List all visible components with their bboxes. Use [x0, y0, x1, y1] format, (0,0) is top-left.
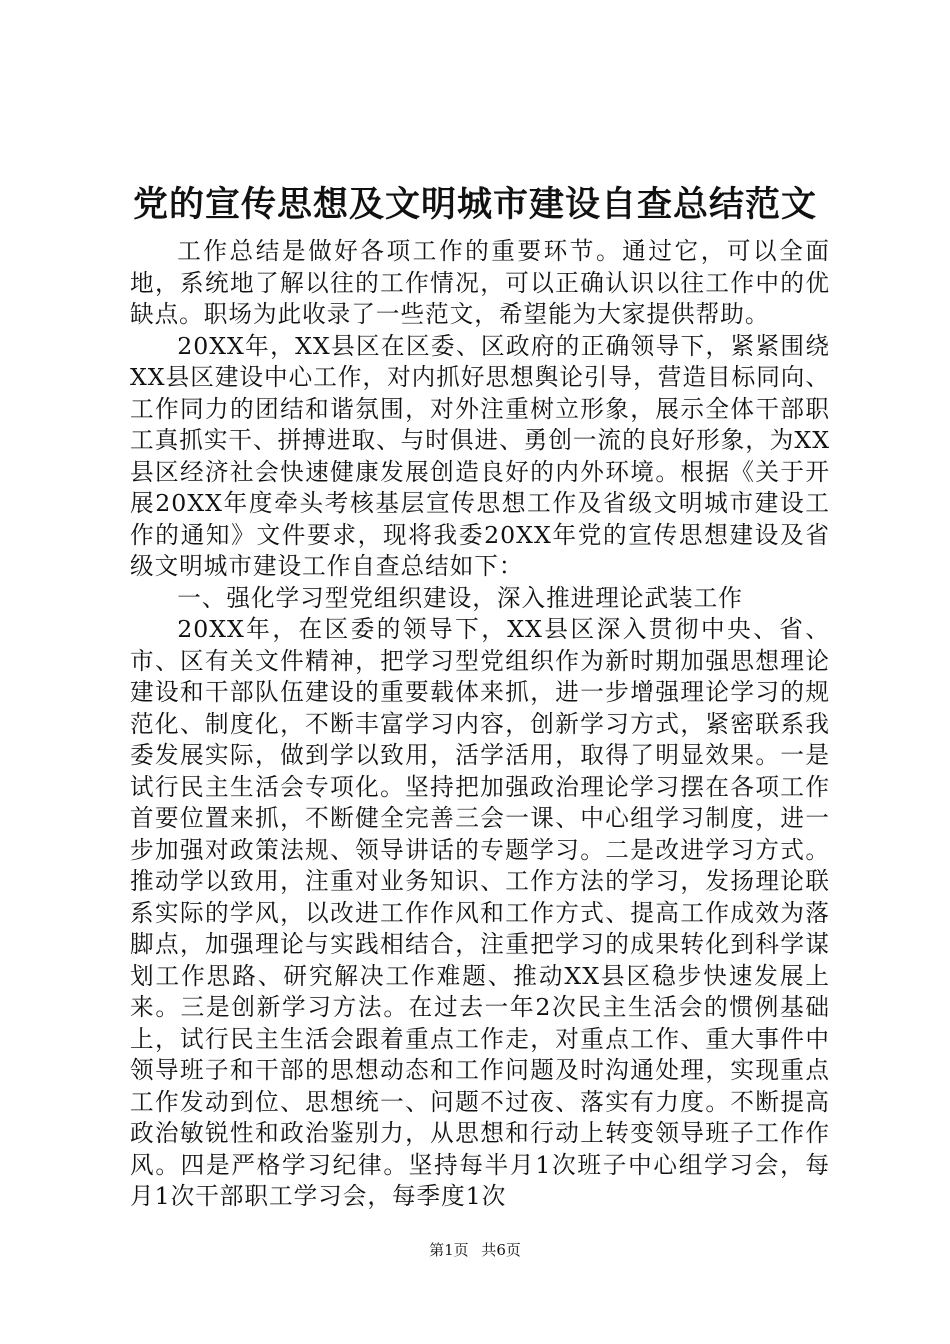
page-footer — [0, 1240, 950, 1260]
overview-paragraph: 20XX年，XX县区在区委、区政府的正确领导下，紧紧围绕XX县区建设中心工作，对内抓好思想舆论引导，营造目标同向、工作同力的团结和谐氛围，对外注重树立形象，展示全体干部职工真抓实干、拼搏进取、与时俱进、勇创一流的良好形象，为XX县区经济社会快速健康发展创造良好的内外环境。根据《关于开展20XX年度牵头考核基层宣传思想工作及省级文明城市建设工作的通知》文件要求，现将我委20XX年党的宣传思想建设及省级文明城市建设工作自查总结如下： — [130, 331, 830, 580]
section-heading: 一、强化学习型党组织建设，深入推进理论武装工作 — [177, 583, 743, 612]
document-title: 党的宣传思想及文明城市建设自查总结范文 — [132, 184, 817, 225]
page-total: 共6页 — [481, 1241, 521, 1259]
document-body — [130, 236, 830, 1213]
section-paragraph: 20XX年，在区委的领导下，XX县区深入贯彻中央、省、市、区有关文件精神，把学习型党组织作为新时期加强思想理论建设和干部队伍建设的重要载体来抓，进一步增强理论学习的规范化、制度化，不断丰富学习内容，创新学习方式，紧密联系我委发展实际，做到学以致用，活学活用，取得了明显效果。一是试行民主生活会专项化。坚持把加强政治理论学习摆在各项工作首要位置来抓，不断健全完善三会一课、中心组学习制度，进一步加强对政策法规、领导讲话的专题学习。二是改进学习方式。推动学以致用，注重对业务知识、工作方法的学习，发扬理论联系实际的学风，以改进工作作风和工作方式、提高工作成效为落脚点，加强理论与实践相结合，注重把学习的成果转化到科学谋划工作思路、研究解决工作难题、推动XX县区稳步快速发展上来。三是创新学习方法。在过去一年2次民主生活会的惯例基础上，试行民主生活会跟着重点工作走，对重点工作、重大事件中领导班子和干部的思想动态和工作问题及时沟通处理，实现重点工作发动到位、思想统一、问题不过夜、落实有力度。不断提高政治敏锐性和政治鉴别力，从思想和行动上转变领导班子工作作风。四是严格学习纪律。坚持每半月1次班子中心组学习会，每月1次干部职工学习会，每季度1次 — [130, 615, 830, 1210]
intro-paragraph: 工作总结是做好各项工作的重要环节。通过它，可以全面地，系统地了解以往的工作情况，可以正确认识以往工作中的优缺点。职场为此收录了一些范文，希望能为大家提供帮助。 — [130, 237, 830, 328]
page-number: 第1页 — [429, 1241, 469, 1259]
